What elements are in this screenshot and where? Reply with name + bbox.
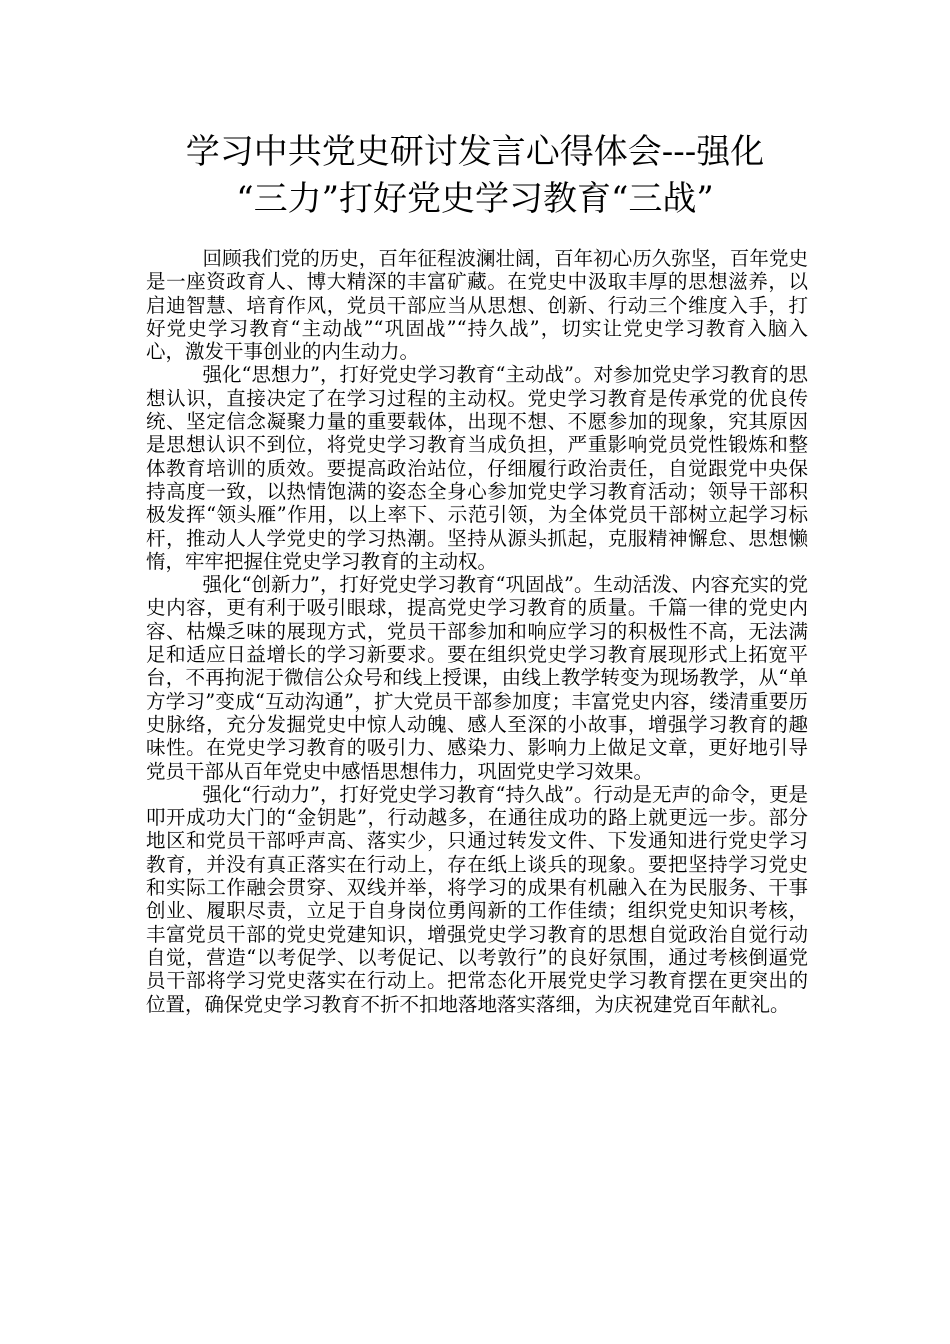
body-paragraph-thinking: 强化“思想力”，打好党史学习教育“主动战”。对参加党史学习教育的思想认识，直接决定了在学习过程的主动权。党史学习教育是传承党的优良传统、坚定信念凝聚力量的重要载体，出现不想、不愿参加的现象，究其原因是思想认识不到位，将党史学习教育当成负担，严重影响党员党性锻炼和整体教育培训的质效。要提高政治站位，仔细履行政治责任，自觉跟党中央保持高度一致，以热情饱满的姿态全身心参加党史学习教育活动；领导干部积极发挥“领头雁”作用，以上率下、示范引领，为全体党员干部树立起学习标杆，推动人人学党史的学习热潮。坚持从源头抓起，克服精神懈怠、思想懒惰，牢牢把握住党史学习教育的主动权。 <box>146 363 808 573</box>
body-paragraph-innovation: 强化“创新力”，打好党史学习教育“巩固战”。生动活泼、内容充实的党史内容，更有利于吸引眼球，提高党史学习教育的质量。千篇一律的党史内容、枯燥乏味的展现方式，党员干部参加和响应学习的积极性不高，无法满足和适应日益增长的学习新要求。要在组织党史学习教育展现形式上拓宽平台，不再拘泥于微信公众号和线上授课，由线上教学转变为现场教学，从“单方学习”变成“互动沟通”，扩大党员干部参加度；丰富党史内容，缕清重要历史脉络，充分发掘党史中惊人动魄、感人至深的小故事，增强学习教育的趣味性。在党史学习教育的吸引力、感染力、影响力上做足文章，更好地引导党员干部从百年党史中感悟思想伟力，巩固党史学习效果。 <box>146 573 808 783</box>
document-title-line-2: “三力”打好党史学习教育“三战” <box>236 179 714 219</box>
body-paragraph-intro: 回顾我们党的历史，百年征程波澜壮阔，百年初心历久弥坚，百年党史是一座资政育人、博大精深的丰富矿藏。在党史中汲取丰厚的思想滋养，以启迪智慧、培育作风，党员干部应当从思想、创新、行动三个维度入手，打好党史学习教育“主动战”“巩固战”“持久战”，切实让党史学习教育入脑入心，激发干事创业的内生动力。 <box>146 247 808 364</box>
document-body <box>146 247 808 1016</box>
document-title-line-1: 学习中共党史研讨发言心得体会---强化 <box>185 132 765 172</box>
body-paragraph-action: 强化“行动力”，打好党史学习教育“持久战”。行动是无声的命令，更是叩开成功大门的“金钥匙”，行动越多，在通往成功的路上就更远一步。部分地区和党员干部呼声高、落实少，只通过转发文件、下发通知进行党史学习教育，并没有真正落实在行动上，存在纸上谈兵的现象。要把坚持学习党史和实际工作融会贯穿、双线并举，将学习的成果有机融入在为民服务、干事创业、履职尽责，立足于自身岗位勇闯新的工作佳绩；组织党史知识考核，丰富党员干部的党史党建知识，增强党史学习教育的思想自觉政治自觉行动自觉，营造“以考促学、以考促记、以考敦行”的良好氛围，通过考核倒逼党员干部将学习党史落实在行动上。把常态化开展党史学习教育摆在更突出的位置，确保党史学习教育不折不扣地落地落实落细，为庆祝建党百年献礼。 <box>146 782 808 1016</box>
